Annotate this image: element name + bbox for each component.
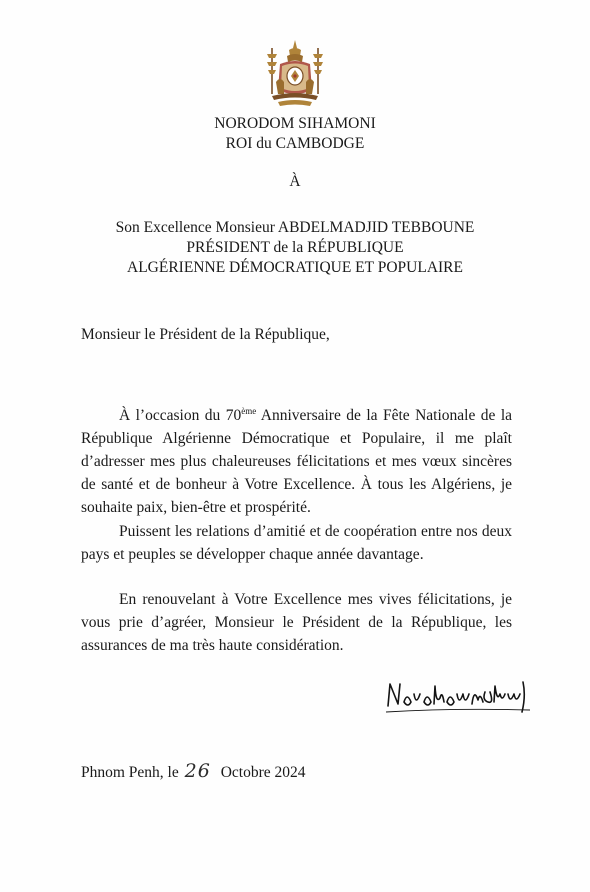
recipient-marker: À <box>289 173 301 190</box>
sender-name: NORODOM SIHAMONI <box>214 115 376 132</box>
dateline <box>81 760 305 782</box>
paragraph-1-rest: Anniversaire de la Fête Nationale de la République Algérienne Démocratique et Populaire, il me plaît d’adresser mes plus chaleureuses félicitations et mes vœux sincères de santé et de bonheur à Votre Excellence. À tous les Algériens, je souhaite paix, bien-être et prospérité. <box>81 407 513 516</box>
royal-arms-of-cambodia-icon <box>262 38 328 110</box>
sender-block <box>0 114 590 154</box>
paragraph-2: Puissent les relations d’amitié et de coopération entre nos deux pays et peuples se développer chaque année davantage. <box>81 523 512 563</box>
recipient-line-1: Son Excellence Monsieur ABDELMADJID TEBBOUNE <box>115 219 475 236</box>
handwritten-signature-icon <box>384 672 534 716</box>
paragraph-1-start: À l’occasion du 70 <box>119 407 242 424</box>
paragraph-3: En renouvelant à Votre Excellence mes vives félicitations, je vous prie d’agréer, Monsieur le Président de la République, les assurances de ma très haute considération. <box>81 591 512 654</box>
ordinal-suffix: ème <box>241 405 257 416</box>
salutation: Monsieur le Président de la République, <box>81 326 330 343</box>
sender-title: ROI du CAMBODGE <box>225 135 365 152</box>
recipient-line-3: ALGÉRIENNE DÉMOCRATIQUE ET POPULAIRE <box>127 259 463 276</box>
dateline-month-year: Octobre 2024 <box>220 764 306 781</box>
recipient-line-2: PRÉSIDENT de la RÉPUBLIQUE <box>186 239 404 256</box>
dateline-place: Phnom Penh, le <box>81 764 179 781</box>
dateline-day: 26 <box>184 760 211 782</box>
recipient-block <box>0 218 590 278</box>
paragraph-1 <box>81 404 512 519</box>
